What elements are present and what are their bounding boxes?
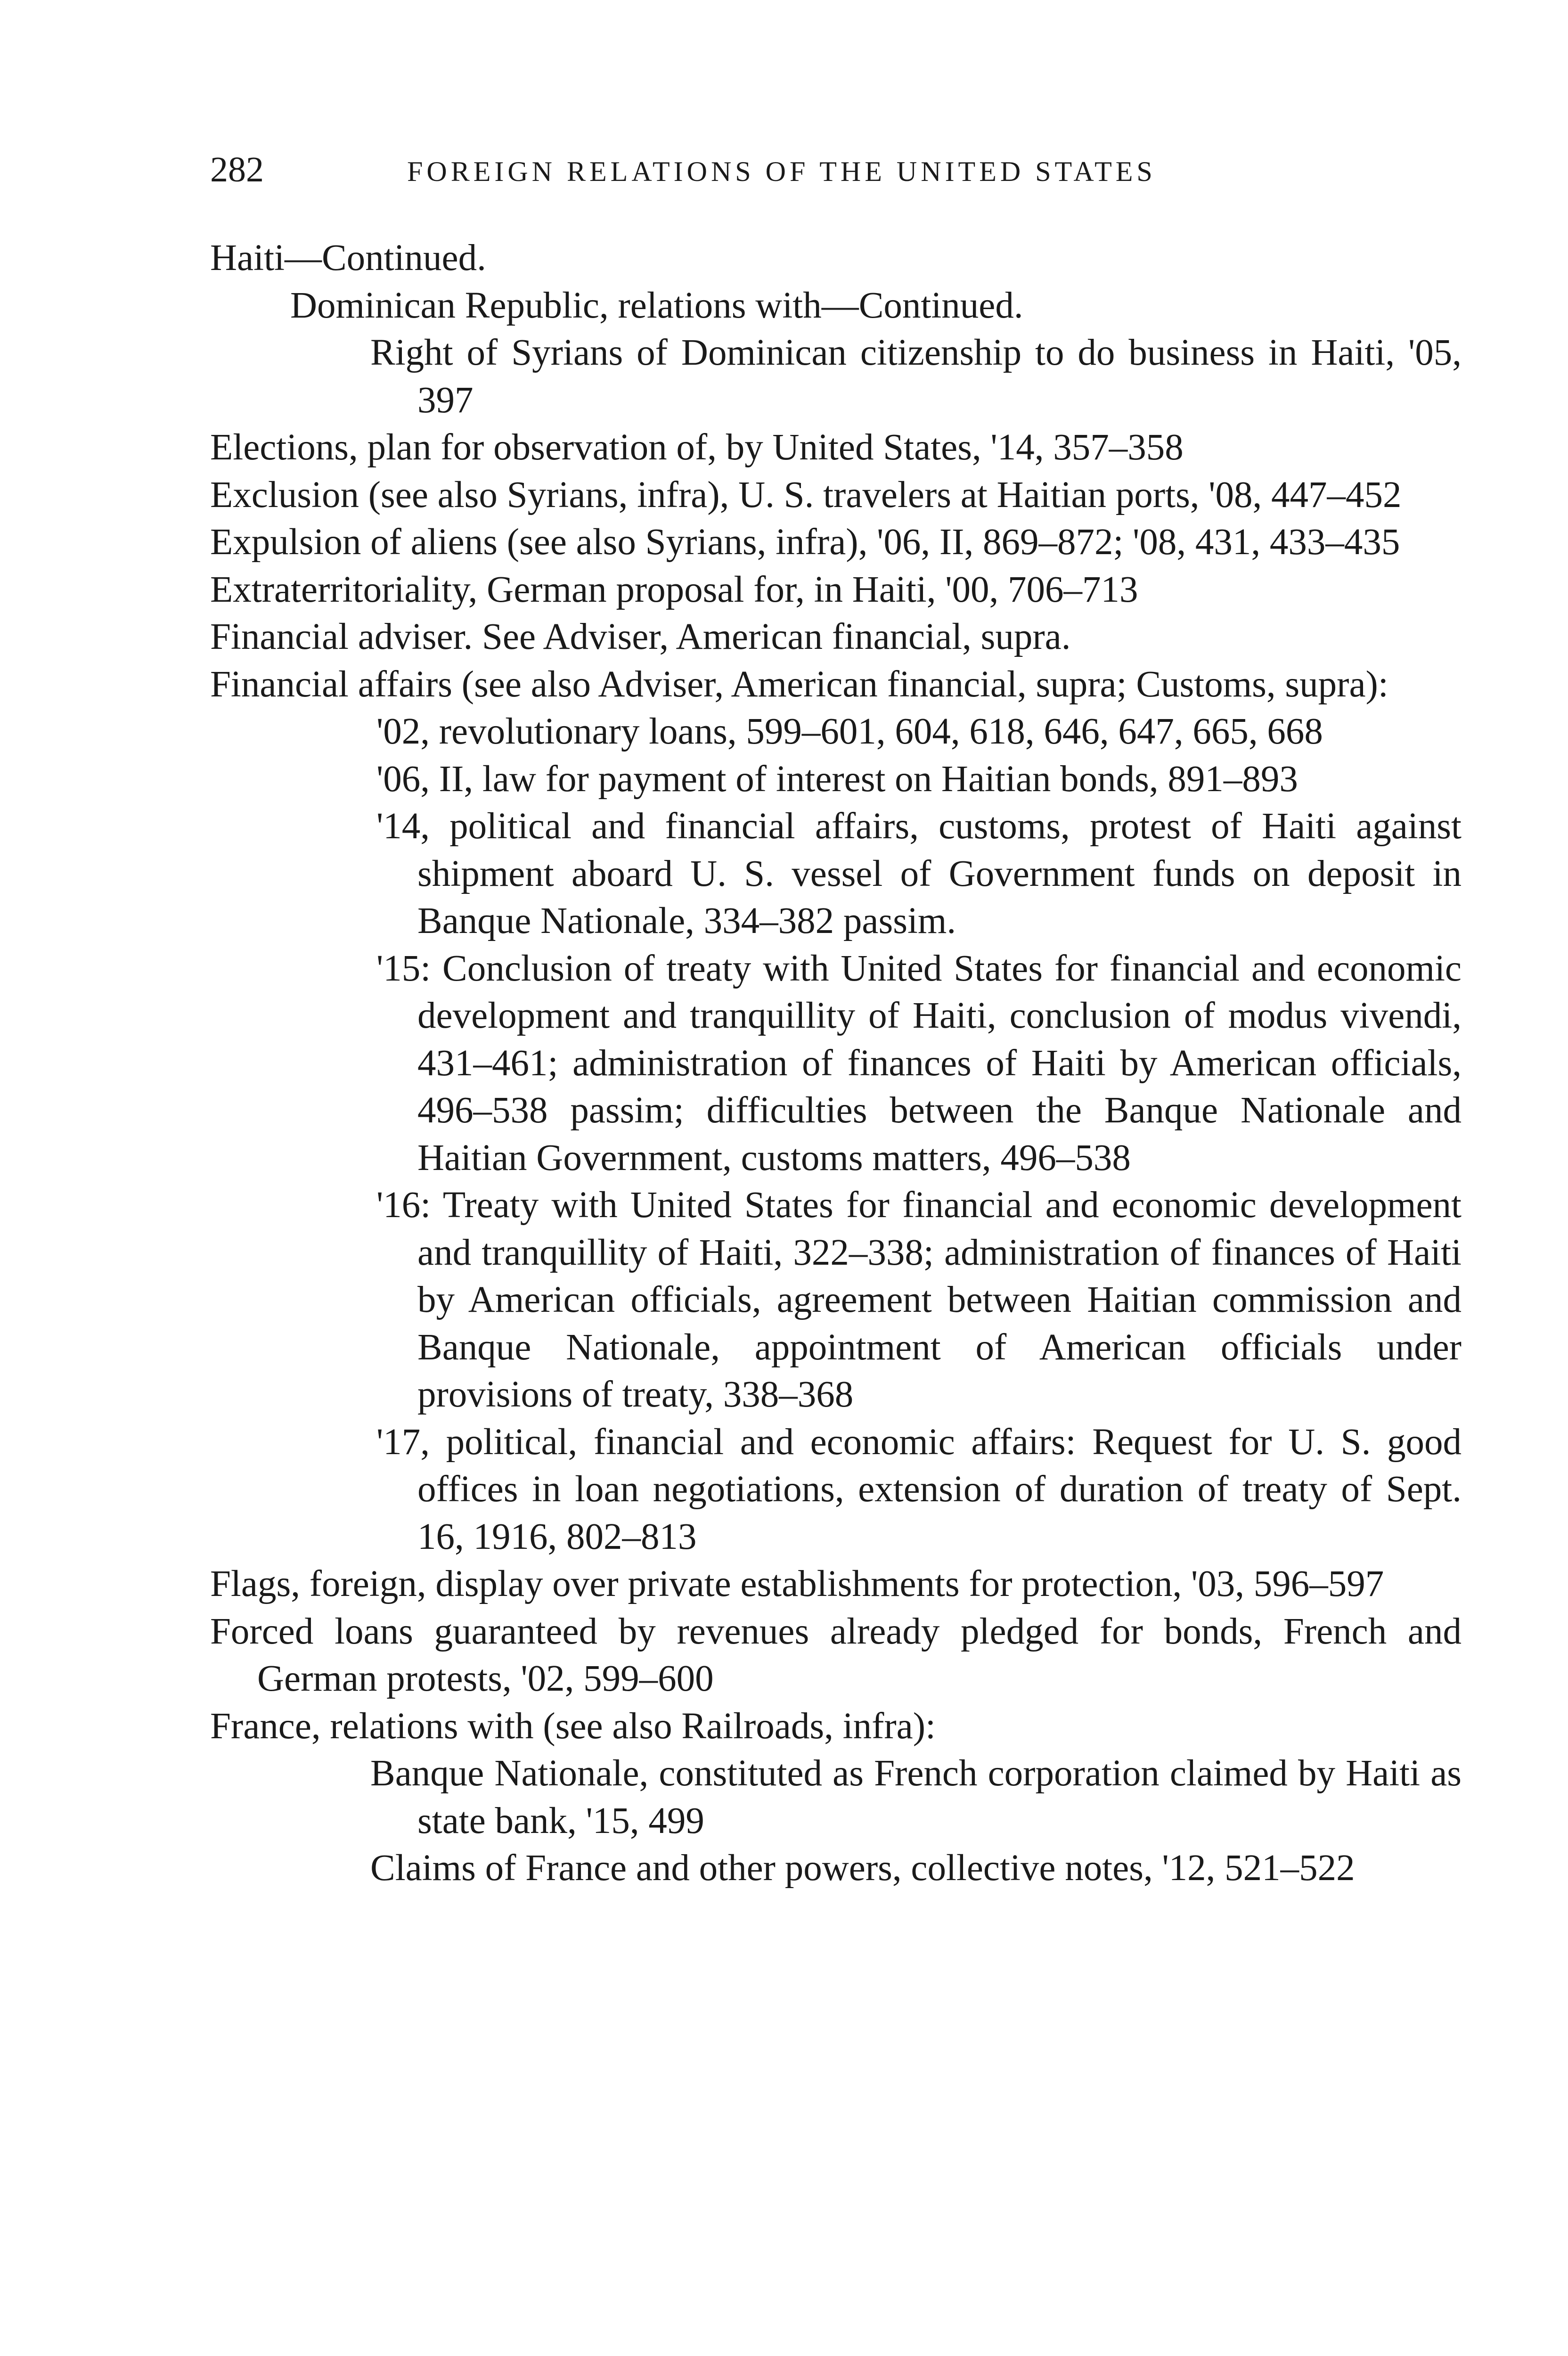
index-entry: Flags, foreign, display over private establishments for protection, '03, 596–597 [210,1563,1384,1604]
index-subentry: '17, political, financial and economic affairs: Request for U. S. good offices in loan negotiations, extension of duration of treaty of Sept. 16, 1916, 802–813 [376,1421,1462,1557]
index-subentry: '06, II, law for payment of interest on Haitian bonds, 891–893 [376,758,1298,800]
index-subentry: Right of Syrians of Dominican citizenship to do business in Haiti, '05, 397 [370,332,1462,421]
index-entry: Forced loans guaranteed by revenues already pledged for bonds, French and German protests, '02, 599–600 [210,1611,1462,1699]
index-entry-heading: Haiti—Continued. [210,237,486,278]
index-subentry: '02, revolutionary loans, 599–601, 604, 618, 646, 647, 665, 668 [376,711,1323,752]
page-header [210,141,1466,198]
index-entry: Financial adviser. See Adviser, American financial, supra. [210,616,1071,657]
index-subentry: '16: Treaty with United States for financial and economic development and tranquillity of Haiti, 322–338; administration of finances of Haiti by American officials, agreement between Haitian commission and Banque Nationale, appointment of American officials under provisions of treaty, 338–368 [376,1185,1462,1415]
index-subentry: '14, political and financial affairs, customs, protest of Haiti against shipment aboard U. S. vessel of Government funds on deposit in Banque Nationale, 334–382 passim. [376,806,1462,941]
index-entry: Extraterritoriality, German proposal for, in Haiti, '00, 706–713 [210,569,1138,610]
index-entry: Dominican Republic, relations with—Continued. [290,285,1023,326]
index-column [210,235,1462,1892]
index-entry: Elections, plan for observation of, by United States, '14, 357–358 [210,427,1184,468]
index-subentry: '15: Conclusion of treaty with United States for financial and economic development and tranquillity of Haiti, conclusion of modus vivendi, 431–461; administration of finances of Haiti by American officials, 496–538 passim; difficulties between the Banque Nationale and Haitian Government, customs matters, 496–538 [376,948,1462,1178]
index-entry: Expulsion of aliens (see also Syrians, infra), '06, II, 869–872; '08, 431, 433–435 [210,522,1400,563]
index-entry: France, relations with (see also Railroads, infra): [210,1705,936,1747]
running-head: FOREIGN RELATIONS OF THE UNITED STATES [407,156,1156,187]
index-entry: Exclusion (see also Syrians, infra), U. S. travelers at Haitian ports, '08, 447–452 [210,474,1402,515]
index-entry: Financial affairs (see also Adviser, American financial, supra; Customs, supra): [210,663,1388,705]
page-number: 282 [210,150,264,189]
index-subentry: Claims of France and other powers, collective notes, '12, 521–522 [370,1848,1355,1889]
index-subentry: Banque Nationale, constituted as French corporation claimed by Haiti as state bank, '15, 499 [370,1753,1462,1841]
